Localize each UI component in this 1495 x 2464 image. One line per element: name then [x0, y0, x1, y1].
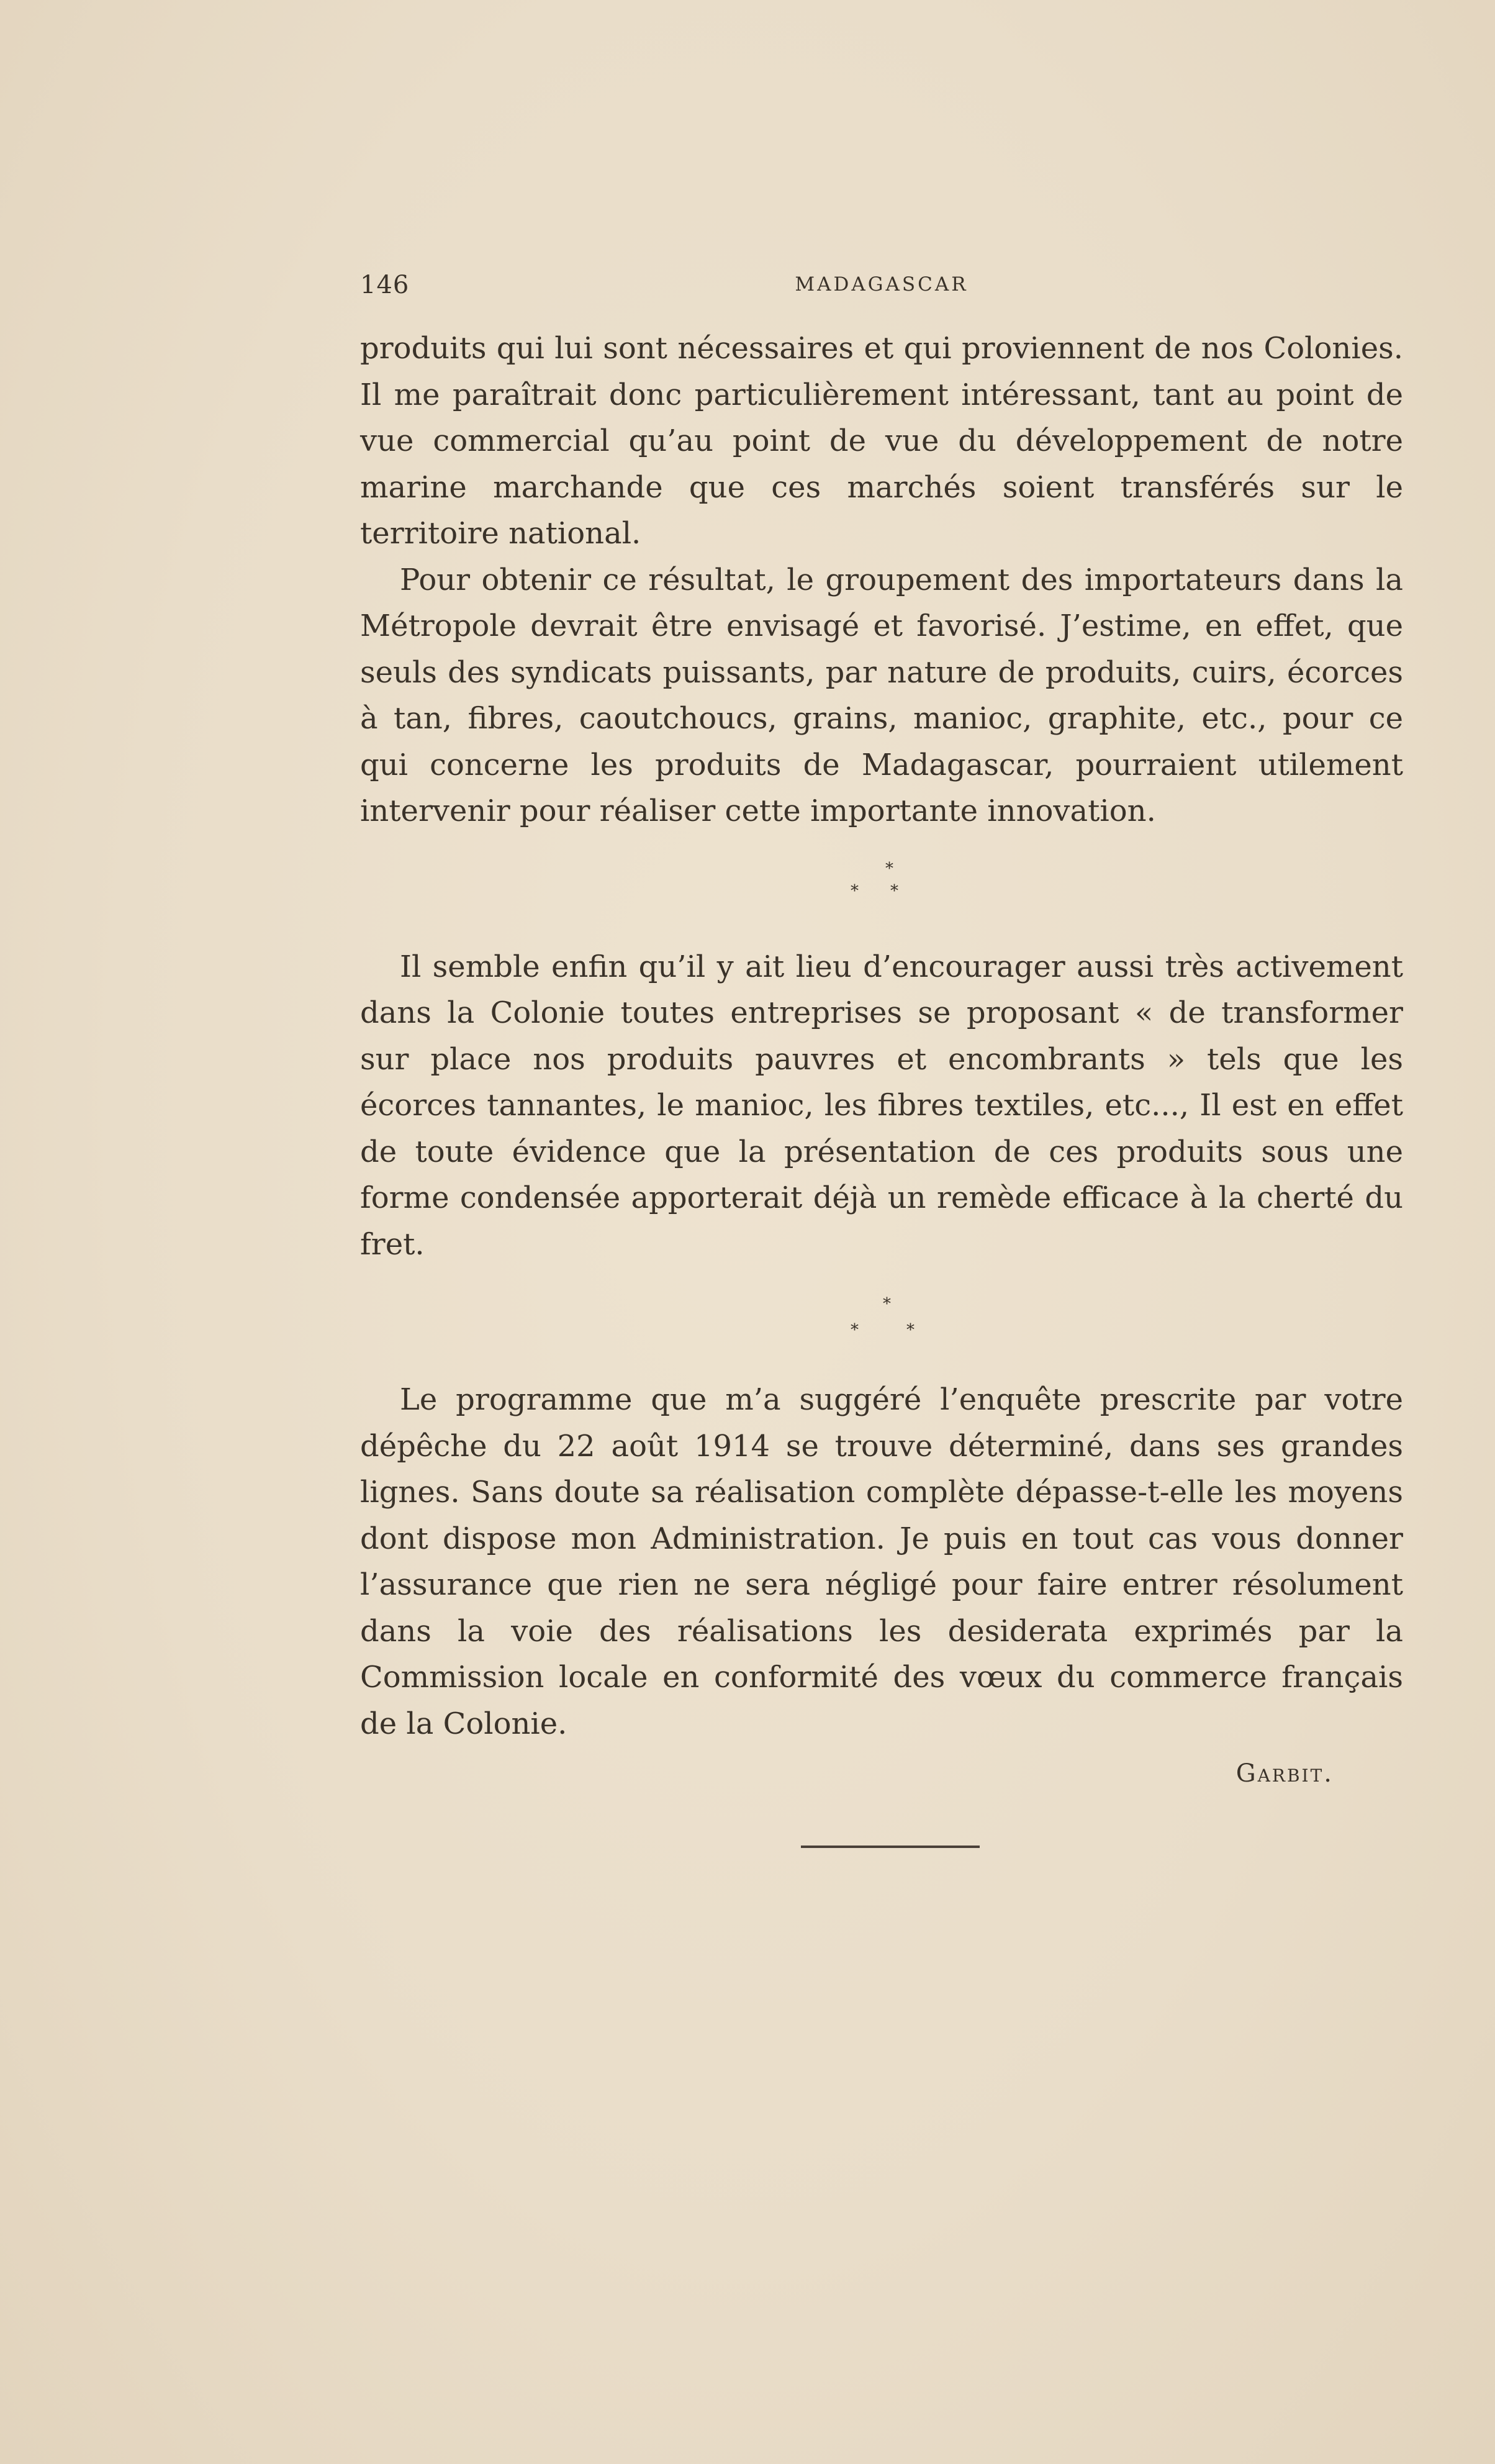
paragraph-4: Le programme que m’a suggéré l’enquête prescrite par votre dépêche du 22 août 1914 se trouve déterminé, dans ses grandes lignes. Sans doute sa réalisation complète dépasse-t-elle les moyens dont dispose mon Administration. Je puis en tout cas vous donner l’assurance que rien ne sera négligé pour faire entrer résolument dans la voie des réalisations les desiderata exprimés par la Commission locale en conformité des vœux du commerce français de la Colonie.: [360, 1382, 1403, 1741]
body-text: [360, 325, 1403, 1788]
asterism-star: *: [883, 1295, 891, 1313]
paragraph-2: Pour obtenir ce résultat, le groupement des importateurs dans la Métropole devrait être envisagé et favorisé. J’estime, en effet, que seuls des syndicats puissants, par nature de produits, cuirs, écorces à tan, fibres, caoutchoucs, grains, manioc, graphite, etc., pour ce qui concerne les produits de Madagascar, pourraient utilement intervenir pour réaliser cette importante innovation.: [360, 562, 1403, 828]
page-header: [360, 271, 1403, 308]
signature: Garbit.: [1235, 1759, 1334, 1788]
asterism-star: *: [885, 859, 893, 878]
asterism-star: *: [890, 881, 898, 900]
paragraph-3: Il semble enfin qu’il y ait lieu d’encourager aussi très activement dans la Colonie toutes entreprises se proposant « de transformer sur place nos produits pauvres et encombrants » tels que les écorces tannantes, le manioc, les fibres textiles, etc..., Il est en effet de toute évidence que la présentation de ces produits sous une forme condensée apporterait déjà un remède efficace à la cherté du fret.: [360, 949, 1403, 1262]
paragraph-1: produits qui lui sont nécessaires et qui proviennent de nos Colonies. Il me paraîtrait donc particulièrement intéressant, tant au point de vue commercial qu’au point de vue du développement de notre marine marchande que ces marchés soient transférés sur le territoire national.: [360, 331, 1403, 551]
asterism-star: *: [851, 1321, 859, 1339]
asterism-separator-2: [360, 1293, 1403, 1348]
running-title: MADAGASCAR: [795, 273, 969, 296]
page-number: 146: [360, 271, 410, 299]
asterism-star: *: [906, 1321, 915, 1339]
closing-rule: [801, 1846, 980, 1848]
asterism-star: *: [851, 881, 859, 900]
asterism-separator-1: [360, 861, 1403, 915]
